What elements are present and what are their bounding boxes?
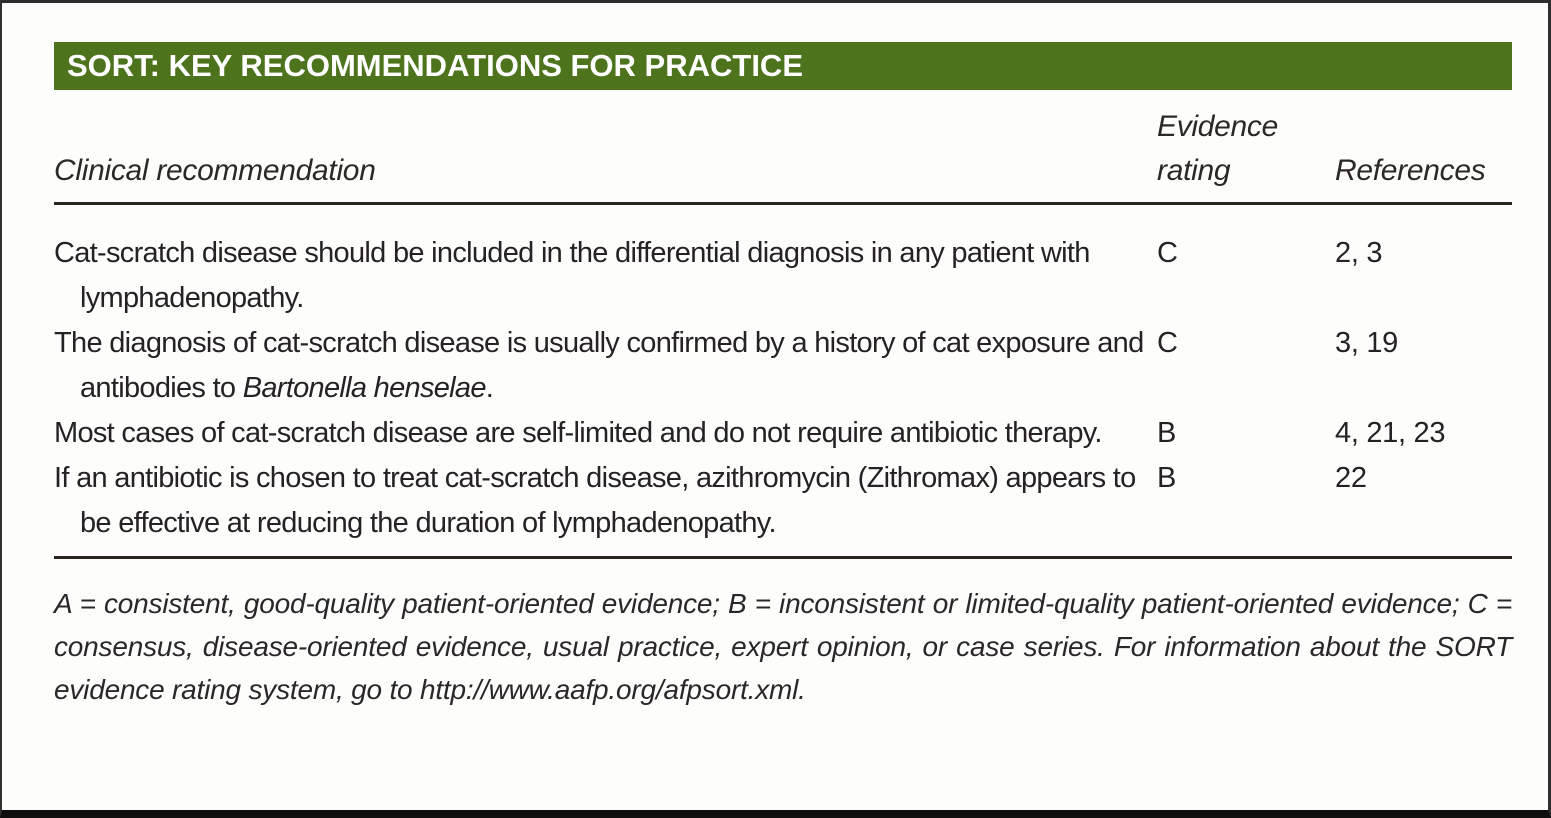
column-header-evidence-rating: Evidence rating <box>1157 110 1279 187</box>
recommendation-text: The diagnosis of cat-scratch disease is usually confirmed by a history of cat exposure and antibodies to Bartonella henselae. <box>54 327 1144 404</box>
column-header-clinical-recommendation: Clinical recommendation <box>54 154 376 187</box>
table-row <box>54 411 1512 456</box>
recommendation-text: Cat-scratch disease should be included in the differential diagnosis in any patient with lymphadenopathy. <box>54 237 1090 314</box>
table-row <box>54 231 1512 321</box>
evidence-rating-value: B <box>1157 462 1177 494</box>
evidence-rating-value: C <box>1157 327 1178 359</box>
evidence-rating-footnote: A = consistent, good-quality patient-oriented evidence; B = inconsistent or limited-quality patient-oriented evidence; C = consensus, disease-oriented evidence, usual practice, expert opinion, or case series. For information about the SORT evidence rating system, go to http://www.aafp.org/afpsort.xml. <box>54 588 1512 705</box>
afpsort-url: http://www.aafp.org/afpsort.xml <box>419 674 799 705</box>
references-value: 22 <box>1335 462 1367 494</box>
column-headers <box>54 90 1512 205</box>
table-row <box>54 321 1512 411</box>
references-value: 2, 3 <box>1335 237 1383 269</box>
table-title-bar <box>54 42 1512 90</box>
column-header-references: References <box>1335 154 1486 187</box>
table-body <box>54 205 1512 546</box>
references-value: 4, 21, 23 <box>1335 417 1446 449</box>
recommendation-text: If an antibiotic is chosen to treat cat-scratch disease, azithromycin (Zithromax) appears to be effective at reducing the duration of lymphadenopathy. <box>54 462 1136 539</box>
table-title: SORT: KEY RECOMMENDATIONS FOR PRACTICE <box>67 48 803 83</box>
recommendation-text: Most cases of cat-scratch disease are self-limited and do not require antibiotic therapy. <box>54 417 1102 449</box>
references-value: 3, 19 <box>1335 327 1398 359</box>
species-name-italic: Bartonella henselae <box>242 372 486 404</box>
evidence-rating-value: B <box>1157 417 1177 449</box>
evidence-rating-value: C <box>1157 237 1178 269</box>
table-row <box>54 456 1512 546</box>
table-content <box>54 3 1512 711</box>
